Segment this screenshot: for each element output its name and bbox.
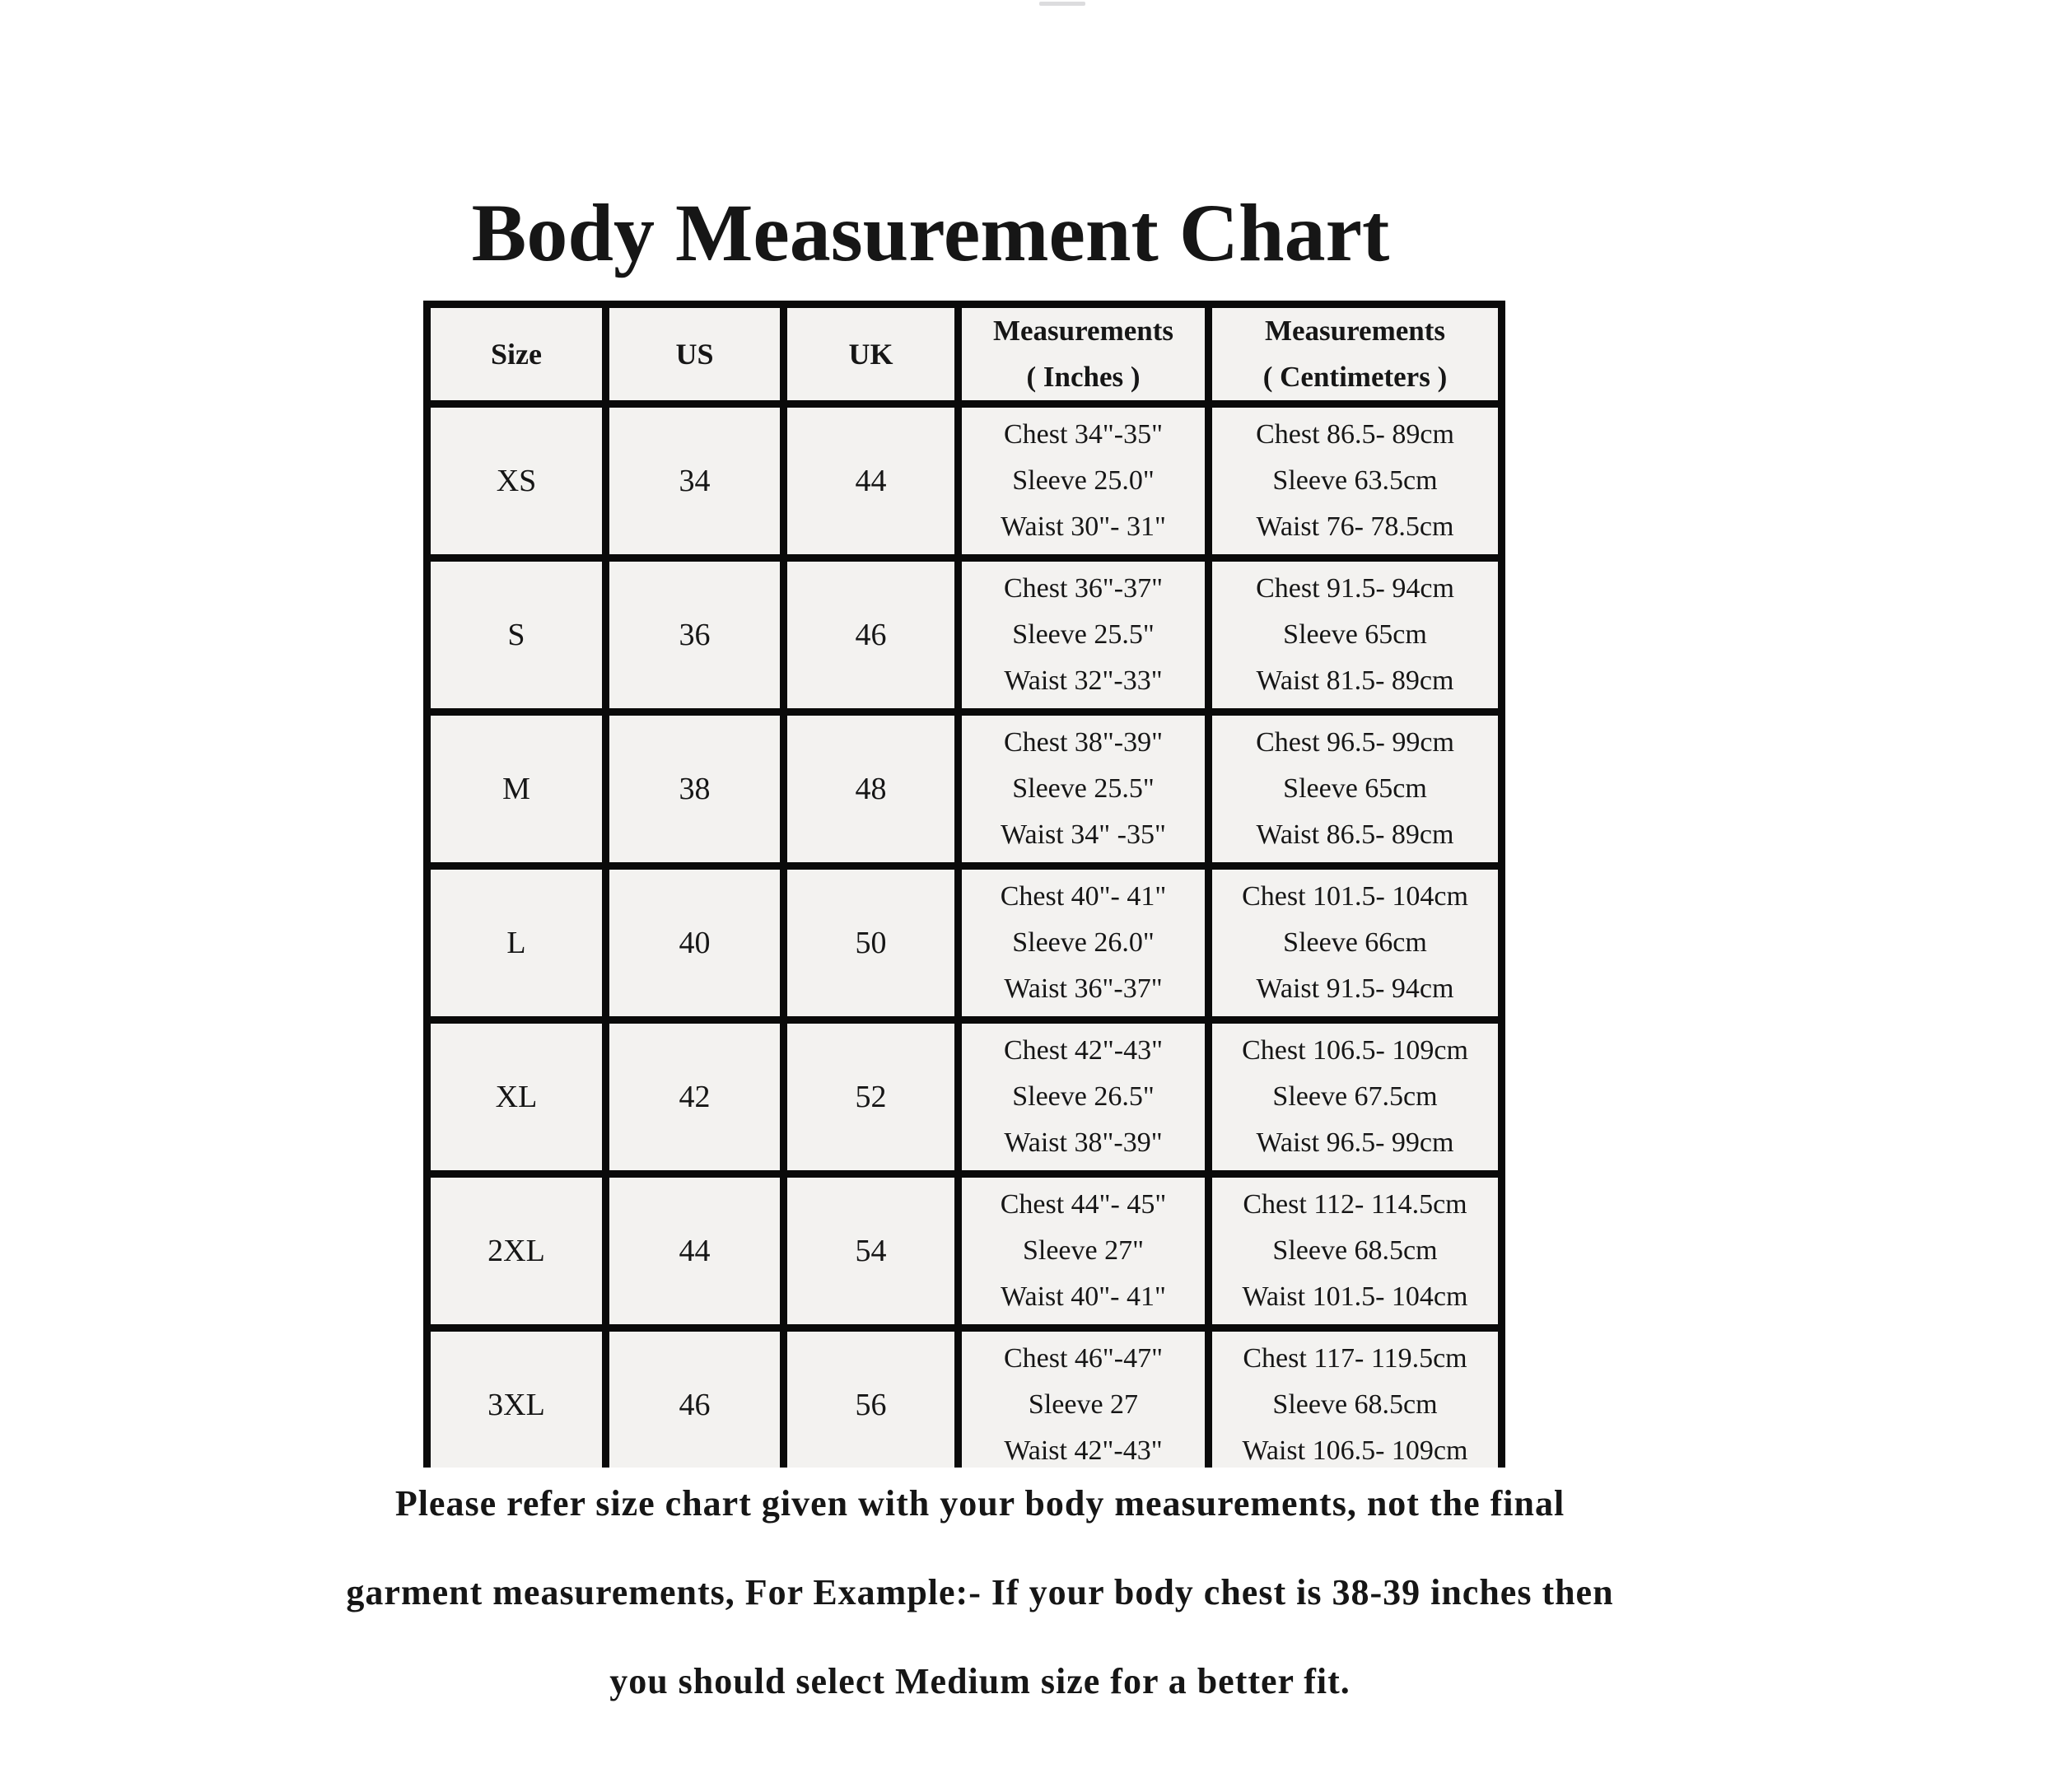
uk-cell: 48 [784,712,959,866]
footer-note-line3: you should select Medium size for a better fit. [609,1661,1351,1701]
cm-cell [1209,866,1502,1020]
table-row-xs [427,404,1502,558]
size-table-container [423,301,1510,1468]
page-title: Body Measurement Chart [471,187,1390,278]
uk-cell: 52 [784,1020,959,1174]
sleeve-cm: Sleeve 67.5cm [1272,1081,1438,1112]
us-cell: 38 [606,712,784,866]
sleeve-inches: Sleeve 25.5" [1012,619,1155,650]
us-cell: 36 [606,558,784,712]
sleeve-inches: Sleeve 27" [1022,1235,1144,1266]
size-cell: M [427,712,606,866]
col-header-cm-line2: ( Centimeters ) [1262,361,1448,393]
col-header-us: US [606,305,784,404]
size-cell: 2XL [427,1174,606,1328]
waist-inches: Waist 38"-39" [1004,1127,1163,1158]
waist-inches: Waist 42"-43" [1004,1435,1163,1466]
cm-cell [1209,1328,1502,1468]
sleeve-inches: Sleeve 27 [1028,1389,1139,1420]
size-cell: L [427,866,606,1020]
us-cell: 44 [606,1174,784,1328]
waist-inches: Waist 34" -35" [1001,819,1166,850]
sleeve-cm: Sleeve 65cm [1283,773,1427,804]
table-row-xl [427,1020,1502,1174]
chest-cm: Chest 112- 114.5cm [1243,1189,1467,1220]
inches-cell [959,1328,1209,1468]
chest-inches: Chest 38"-39" [1003,727,1164,758]
waist-inches: Waist 30"- 31" [1001,511,1166,542]
sleeve-inches: Sleeve 26.0" [1012,927,1155,958]
size-cell: XS [427,404,606,558]
chest-inches: Chest 46"-47" [1003,1343,1164,1374]
waist-inches: Waist 32"-33" [1004,665,1163,696]
chest-cm: Chest 86.5- 89cm [1256,419,1454,450]
us-cell: 34 [606,404,784,558]
waist-cm: Waist 81.5- 89cm [1256,665,1454,696]
cm-cell [1209,1174,1502,1328]
col-header-cm [1209,305,1502,404]
waist-cm: Waist 101.5- 104cm [1242,1281,1468,1312]
footer-note-line1: Please refer size chart given with your body measurements, not the final [394,1483,1565,1524]
footer-note [0,1459,1960,1726]
footer-note-line2: garment measurements, For Example:- If your body chest is 38-39 inches then [346,1572,1614,1612]
chest-inches: Chest 36"-37" [1003,573,1164,604]
header-row [427,305,1502,404]
col-header-cm-line1: Measurements [1264,315,1446,347]
chest-cm: Chest 91.5- 94cm [1256,573,1454,604]
col-header-inches-line2: ( Inches ) [1026,361,1141,393]
inches-cell [959,866,1209,1020]
table-row-l [427,866,1502,1020]
sleeve-inches: Sleeve 26.5" [1012,1081,1155,1112]
col-header-inches-line1: Measurements [992,315,1174,347]
size-table [423,301,1505,1468]
chest-inches: Chest 40"- 41" [1000,881,1167,912]
sleeve-cm: Sleeve 68.5cm [1272,1389,1438,1420]
waist-cm: Waist 96.5- 99cm [1256,1127,1454,1158]
inches-cell [959,712,1209,866]
sleeve-cm: Sleeve 63.5cm [1272,465,1438,496]
waist-cm: Waist 106.5- 109cm [1242,1435,1468,1466]
us-cell: 46 [606,1328,784,1468]
chest-cm: Chest 96.5- 99cm [1256,727,1454,758]
chest-inches: Chest 34"-35" [1003,419,1164,450]
waist-cm: Waist 76- 78.5cm [1256,511,1454,542]
sleeve-inches: Sleeve 25.5" [1012,773,1155,804]
waist-inches: Waist 36"-37" [1004,973,1163,1004]
waist-cm: Waist 86.5- 89cm [1256,819,1454,850]
size-cell: 3XL [427,1328,606,1468]
sleeve-cm: Sleeve 65cm [1283,619,1427,650]
chest-cm: Chest 101.5- 104cm [1242,881,1468,912]
scan-artifact [1039,2,1085,6]
us-cell: 40 [606,866,784,1020]
uk-cell: 50 [784,866,959,1020]
cm-cell [1209,1020,1502,1174]
cm-cell [1209,404,1502,558]
size-cell: S [427,558,606,712]
sleeve-cm: Sleeve 68.5cm [1272,1235,1438,1266]
sleeve-inches: Sleeve 25.0" [1012,465,1155,496]
uk-cell: 56 [784,1328,959,1468]
chest-cm: Chest 106.5- 109cm [1242,1035,1468,1066]
uk-cell: 54 [784,1174,959,1328]
uk-cell: 44 [784,404,959,558]
uk-cell: 46 [784,558,959,712]
col-header-size: Size [427,305,606,404]
cm-cell [1209,712,1502,866]
col-header-uk: UK [784,305,959,404]
size-cell: XL [427,1020,606,1174]
col-header-inches [959,305,1209,404]
cm-cell [1209,558,1502,712]
inches-cell [959,1174,1209,1328]
inches-cell [959,558,1209,712]
waist-cm: Waist 91.5- 94cm [1256,973,1454,1004]
us-cell: 42 [606,1020,784,1174]
table-row-s [427,558,1502,712]
chest-inches: Chest 44"- 45" [1000,1189,1167,1220]
sleeve-cm: Sleeve 66cm [1283,927,1427,958]
inches-cell [959,1020,1209,1174]
inches-cell [959,404,1209,558]
waist-inches: Waist 40"- 41" [1001,1281,1166,1312]
table-row-m [427,712,1502,866]
chest-cm: Chest 117- 119.5cm [1243,1343,1467,1374]
chest-inches: Chest 42"-43" [1003,1035,1164,1066]
table-row-2xl [427,1174,1502,1328]
table-row-3xl [427,1328,1502,1468]
